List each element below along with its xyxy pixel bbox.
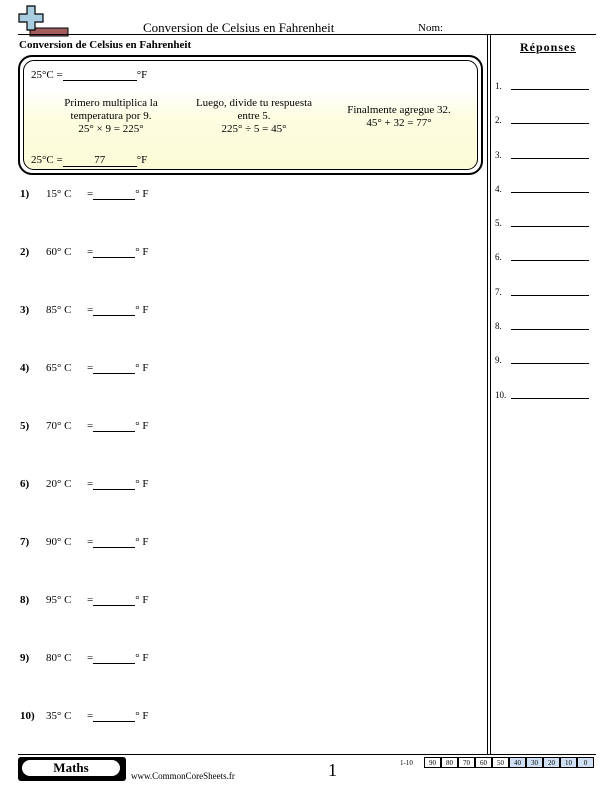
answer-blank[interactable]	[93, 246, 135, 258]
header-divider	[18, 34, 596, 35]
problem-celsius: 85° C	[46, 304, 72, 316]
problem-number: 4)	[20, 362, 30, 374]
problem-celsius: 60° C	[46, 246, 72, 258]
example-solution-label: 25°C =	[31, 154, 63, 166]
answer-blank[interactable]	[93, 362, 135, 374]
answer-blank[interactable]	[93, 710, 135, 722]
equals-sign: =	[87, 420, 94, 432]
problem-7	[20, 536, 220, 552]
score-cell: 50	[492, 757, 509, 768]
answer-label: 10.	[495, 390, 507, 400]
equals-sign: =	[87, 188, 94, 200]
example-answer: 77	[63, 154, 137, 167]
problem-celsius: 70° C	[46, 420, 72, 432]
example-step-3	[329, 104, 469, 130]
equals-sign: =	[87, 304, 94, 316]
problem-celsius: 15° C	[46, 188, 72, 200]
answer-label: 7.	[495, 287, 502, 297]
example-blank	[63, 69, 137, 81]
problem-2	[20, 246, 220, 262]
problem-unit: ° F	[135, 246, 149, 258]
problem-4	[20, 362, 220, 378]
answer-label: 4.	[495, 184, 502, 194]
step-text: entre 5.	[237, 110, 271, 122]
subject-badge	[18, 757, 126, 781]
problem-9	[20, 652, 220, 668]
problem-6	[20, 478, 220, 494]
answer-blank[interactable]	[93, 478, 135, 490]
answer-label: 8.	[495, 321, 502, 331]
equals-sign: =	[87, 362, 94, 374]
worksheet-subtitle: Conversion de Celsius en Fahrenheit	[19, 39, 192, 51]
problem-number: 2)	[20, 246, 30, 258]
step-text: Finalmente agregue 32.	[347, 104, 451, 116]
answer-label: 1.	[495, 81, 502, 91]
footer-divider	[18, 754, 596, 755]
plus-logo-icon	[18, 4, 70, 38]
example-step-2	[184, 97, 324, 136]
problem-8	[20, 594, 220, 610]
problem-number: 3)	[20, 304, 30, 316]
example-question-unit: °F	[136, 69, 148, 81]
problem-10	[20, 710, 220, 726]
answer-label: 2.	[495, 115, 502, 125]
example-question	[31, 69, 147, 81]
answer-label: 9.	[495, 355, 502, 365]
column-divider	[487, 35, 488, 755]
step-text: Luego, divide tu respuesta	[195, 97, 313, 109]
answer-label: 3.	[495, 150, 502, 160]
answer-label: 5.	[495, 218, 502, 228]
score-cell: 80	[441, 757, 458, 768]
problem-3	[20, 304, 220, 320]
subject-label: Maths	[22, 760, 120, 776]
problem-unit: ° F	[135, 536, 149, 548]
example-panel	[23, 60, 478, 170]
problem-unit: ° F	[135, 710, 149, 722]
problem-number: 1)	[20, 188, 30, 200]
equals-sign: =	[87, 478, 94, 490]
step-equation: 25° × 9 = 225°	[78, 123, 144, 135]
problem-number: 10)	[20, 710, 35, 722]
score-cell: 10	[560, 757, 577, 768]
problem-5	[20, 420, 220, 436]
example-solution	[31, 154, 147, 167]
step-equation: 45° + 32 = 77°	[366, 117, 432, 129]
column-divider	[490, 35, 491, 755]
example-question-label: 25°C =	[31, 69, 63, 81]
problem-unit: ° F	[135, 362, 149, 374]
answer-blank[interactable]	[93, 304, 135, 316]
score-cell: 70	[458, 757, 475, 768]
problem-number: 6)	[20, 478, 30, 490]
score-cell: 20	[543, 757, 560, 768]
step-text: temperatura por 9.	[70, 110, 152, 122]
answer-blank[interactable]	[93, 188, 135, 200]
step-equation: 225° ÷ 5 = 45°	[221, 123, 287, 135]
name-label: Nom:	[418, 22, 444, 34]
answers-title: Réponses	[520, 40, 577, 54]
worksheet-title: Conversion de Celsius en Fahrenheit	[143, 20, 335, 35]
problem-celsius: 95° C	[46, 594, 72, 606]
score-cell: 40	[509, 757, 526, 768]
example-box	[18, 55, 483, 175]
score-cell: 0	[577, 757, 594, 768]
problem-celsius: 65° C	[46, 362, 72, 374]
problem-celsius: 20° C	[46, 478, 72, 490]
answer-blank[interactable]	[93, 420, 135, 432]
equals-sign: =	[87, 594, 94, 606]
equals-sign: =	[87, 710, 94, 722]
problem-number: 8)	[20, 594, 30, 606]
score-cell: 90	[424, 757, 441, 768]
equals-sign: =	[87, 246, 94, 258]
example-solution-unit: °F	[136, 154, 148, 166]
score-label: 1-10	[400, 759, 413, 767]
problem-unit: ° F	[135, 478, 149, 490]
problem-number: 7)	[20, 536, 30, 548]
problem-unit: ° F	[135, 304, 149, 316]
problem-1	[20, 188, 220, 204]
answer-blank[interactable]	[93, 594, 135, 606]
example-step-1	[46, 97, 176, 136]
page-number: 1	[328, 760, 337, 780]
problem-celsius: 35° C	[46, 710, 72, 722]
answer-blank[interactable]	[93, 536, 135, 548]
equals-sign: =	[87, 536, 94, 548]
problem-unit: ° F	[135, 594, 149, 606]
problem-unit: ° F	[135, 420, 149, 432]
equals-sign: =	[87, 652, 94, 664]
step-text: Primero multiplica la	[64, 97, 158, 109]
score-cell: 60	[475, 757, 492, 768]
problem-celsius: 90° C	[46, 536, 72, 548]
answer-label: 6.	[495, 252, 502, 262]
problem-celsius: 80° C	[46, 652, 72, 664]
score-table	[400, 757, 596, 769]
problem-unit: ° F	[135, 652, 149, 664]
score-cell: 30	[526, 757, 543, 768]
problem-number: 5)	[20, 420, 30, 432]
problem-number: 9)	[20, 652, 30, 664]
site-url: www.CommonCoreSheets.fr	[131, 771, 235, 781]
answer-blank[interactable]	[93, 652, 135, 664]
problem-unit: ° F	[135, 188, 149, 200]
